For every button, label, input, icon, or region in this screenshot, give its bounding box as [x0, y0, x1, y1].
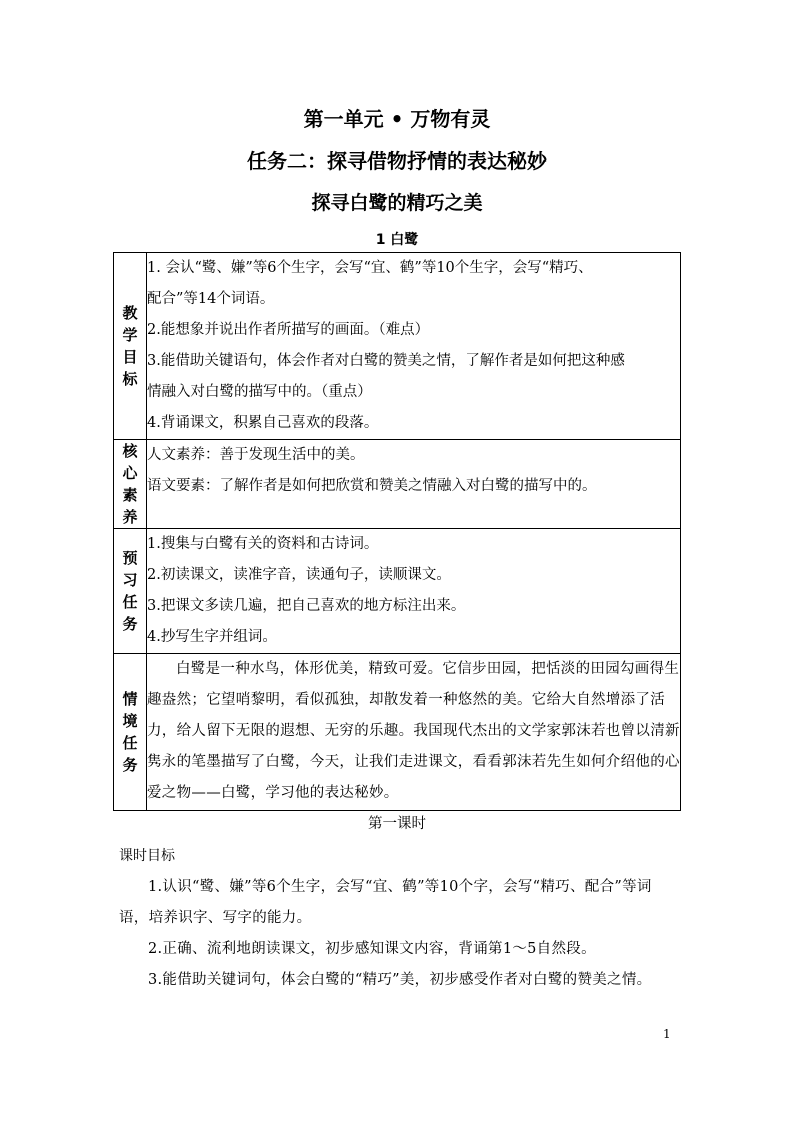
- preview-line: 2.初读课文，读准字音，读通句子，读顺课文。: [147, 567, 451, 583]
- row-content-situational-task: [147, 654, 681, 811]
- goal-line: 3.能借助关键语句，体会作者对白鹭的赞美之情，了解作者是如何把这种感: [147, 353, 625, 369]
- row-label-core-literacy: 核 心 素 养: [114, 440, 147, 529]
- preview-line: 1.搜集与白鹭有关的资料和古诗词。: [147, 536, 379, 552]
- task-title: 任务二：探寻借物抒情的表达秘妙: [247, 149, 547, 173]
- lesson-plan-table: [113, 252, 681, 811]
- goal-line: 1. 会认“鹭、嫌”等6个生字，会写“宜、鹤”等10个生字，会写“精巧、: [147, 260, 593, 276]
- goal-line: 配合”等14个词语。: [147, 291, 275, 307]
- preview-line: 4.抄写生字并组词。: [147, 629, 277, 645]
- preview-line: 3.把课文多读几遍，把自己喜欢的地方标注出来。: [147, 598, 466, 614]
- unit-title: 第一单元 • 万物有灵: [303, 107, 491, 131]
- row-label-preview-tasks: 预 习 任 务: [114, 529, 147, 654]
- row-content-teaching-goals: [147, 253, 681, 440]
- row-content-preview-tasks: [147, 529, 681, 654]
- row-label-situational-task: 情 境 任 务: [114, 654, 147, 811]
- goal-line: 4.背诵课文，积累自己喜欢的段落。: [147, 415, 379, 431]
- row-content-core-literacy: [147, 440, 681, 529]
- table-row-core-literacy: [114, 440, 681, 529]
- row-label-teaching-goals: 教 学 目 标: [114, 253, 147, 440]
- period-title: 第一课时: [368, 816, 426, 832]
- page-number: 1: [663, 1027, 671, 1041]
- table-row-situational-task: [114, 654, 681, 811]
- subtitle: 探寻白鹭的精巧之美: [311, 192, 483, 214]
- objective-item: 3.能借助关键词句，体会白鹭的“精巧”美，初步感受作者对白鹭的赞美之情。: [148, 972, 652, 988]
- table-row-preview-tasks: [114, 529, 681, 654]
- goal-line: 情融入对白鹭的描写中的。（重点）: [147, 384, 372, 400]
- objective-item: 1.认识“鹭、嫌”等6个生字，会写“宜、鹤”等10个字，会写“精巧、配合”等词语，培养识字、写字的能力。: [119, 879, 652, 926]
- objectives-body: [119, 872, 679, 996]
- objective-item: 2.正确、流利地朗读课文，初步感知课文内容，背诵第1～5自然段。: [148, 941, 596, 957]
- objectives-label: 课时目标: [119, 848, 175, 864]
- situational-paragraph: 白鹭是一种水鸟，体形优美，精致可爱。它信步田园，把恬淡的田园勾画得生趣盎然；它望哨黎明，看似孤独，却散发着一种悠然的美。它给大自然增添了活力，给人留下无限的遐想、无穷的乐趣。我国现代杰出的文学家郭沫若也曾以清新隽永的笔墨描写了白鹭，今天，让我们走进课文，看看郭沫若先生如何介绍他的心爱之物——白鹭，学习他的表达秘妙。: [147, 661, 680, 801]
- table-row-teaching-goals: [114, 253, 681, 440]
- goal-line: 2.能想象并说出作者所描写的画面。（难点）: [147, 322, 430, 338]
- literacy-line: 语文要素：了解作者是如何把欣赏和赞美之情融入对白鹭的描写中的。: [147, 478, 597, 494]
- lesson-title: 1 白鹭: [375, 232, 419, 248]
- literacy-line: 人文素养：善于发现生活中的美。: [147, 447, 365, 463]
